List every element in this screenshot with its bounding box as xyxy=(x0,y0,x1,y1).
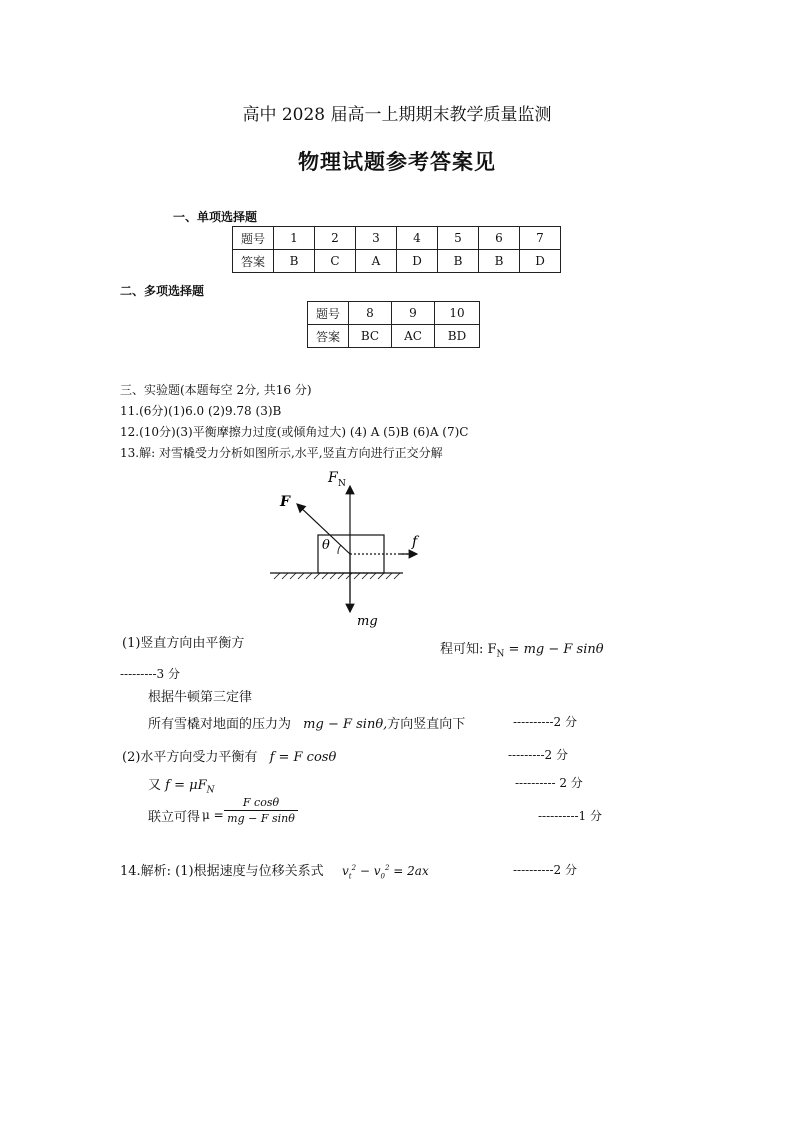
angle-arc xyxy=(338,545,341,554)
table-cell: 10 xyxy=(435,302,480,325)
table-cell: 题号 xyxy=(308,302,349,325)
step5-line xyxy=(148,774,214,796)
table-cell: 9 xyxy=(392,302,435,325)
step6-text: 联立可得 xyxy=(148,810,201,825)
normal-force-label: F xyxy=(328,470,338,486)
step3-tail: 方向竖直向下 xyxy=(387,717,466,732)
table-cell: BD xyxy=(435,325,480,348)
table-cell: 8 xyxy=(349,302,392,325)
table-cell: D xyxy=(397,250,438,273)
step3-score: ----------2 分 xyxy=(513,715,577,729)
q14-minus-v: − v xyxy=(356,864,381,878)
table-cell: D xyxy=(520,250,561,273)
step2-text: 根据牛顿第三定律 xyxy=(148,690,253,705)
step4-formula: f = F cosθ xyxy=(269,750,337,765)
step1-text: (1)竖直方向由平衡方 xyxy=(122,636,245,651)
force-diagram xyxy=(260,462,440,632)
table-cell: 1 xyxy=(274,227,315,250)
table-cell: 3 xyxy=(356,227,397,250)
section3-heading: 三、实验题(本题每空 2分, 共16 分) xyxy=(120,383,312,397)
q11-answer: 11.(6分)(1)6.0 (2)9.78 (3)B xyxy=(120,404,282,418)
exam-title: 高中 2028 届高一上期期末教学质量监测 xyxy=(242,105,552,125)
step5-score: ---------- 2 分 xyxy=(515,776,583,790)
pull-force-label: F xyxy=(280,494,290,510)
table-row xyxy=(308,302,480,325)
table-cell: BC xyxy=(349,325,392,348)
step3-formula: mg − F sinθ, xyxy=(303,717,388,732)
table-cell: B xyxy=(479,250,520,273)
q13-intro: 13.解: 对雪橇受力分析如图所示,水平,竖直方向进行正交分解 xyxy=(120,446,443,460)
step4-line xyxy=(122,746,336,765)
table-cell: B xyxy=(274,250,315,273)
answer-key-title: 物理试题参考答案见 xyxy=(298,149,496,174)
step6-denominator: mg − F sinθ xyxy=(227,812,295,825)
table-row xyxy=(233,250,561,273)
step1-eq-sub: N xyxy=(496,649,505,660)
step1-equation xyxy=(440,638,604,660)
step3-line xyxy=(148,713,465,732)
normal-force-subscript: N xyxy=(338,479,346,489)
angle-label: θ xyxy=(322,538,330,553)
step6-fraction xyxy=(224,796,298,825)
step6-score: ----------1 分 xyxy=(538,809,602,823)
table-row xyxy=(233,227,561,250)
step5-text: 又 xyxy=(148,778,162,793)
step5-formula: f = μF xyxy=(165,778,207,793)
table-cell: B xyxy=(438,250,479,273)
table-cell: 2 xyxy=(315,227,356,250)
multi-choice-table xyxy=(307,301,480,348)
table-cell: 6 xyxy=(479,227,520,250)
q14-rhs: = 2ax xyxy=(389,864,429,878)
step5-sub: N xyxy=(206,785,215,796)
table-cell: 答案 xyxy=(308,325,349,348)
table-cell: C xyxy=(315,250,356,273)
q14-sup1: 2 xyxy=(351,864,357,872)
step6-mu: μ = xyxy=(202,808,224,822)
q14-formula xyxy=(342,864,429,880)
table-cell: 5 xyxy=(438,227,479,250)
step1-eq-tail: = mg − F sinθ xyxy=(504,642,604,657)
step4-text: (2)水平方向受力平衡有 xyxy=(122,750,258,765)
step3-text: 所有雪橇对地面的压力为 xyxy=(148,717,292,732)
q12-answer: 12.(10分)(3)平衡摩擦力过度(或倾角过大) (4) A (5)B (6)A (7)C xyxy=(120,425,469,439)
table-cell: 题号 xyxy=(233,227,274,250)
table-row xyxy=(308,325,480,348)
section2-heading: 二、多项选择题 xyxy=(120,284,205,298)
gravity-label: mg xyxy=(357,614,378,629)
table-cell: 7 xyxy=(520,227,561,250)
q14-sub-0: 0 xyxy=(380,872,386,881)
q14-score: ----------2 分 xyxy=(513,863,577,877)
table-cell: AC xyxy=(392,325,435,348)
step6-numerator: F cosθ xyxy=(224,796,298,811)
q14-v: v xyxy=(342,864,349,878)
step1-eq-part: 程可知: F xyxy=(440,642,497,657)
step1-score: ---------3 分 xyxy=(120,667,180,681)
q14-sup2: 2 xyxy=(385,864,390,872)
q14-sub-t: t xyxy=(348,872,352,881)
table-cell: 4 xyxy=(397,227,438,250)
q14-text: 14.解析: (1)根据速度与位移关系式 xyxy=(120,864,324,879)
step4-score: ---------2 分 xyxy=(508,748,568,762)
single-choice-table xyxy=(232,226,561,273)
table-cell: 答案 xyxy=(233,250,274,273)
friction-label: f xyxy=(412,534,418,550)
section1-heading: 一、单项选择题 xyxy=(173,210,258,224)
table-cell: A xyxy=(356,250,397,273)
ground-hatch xyxy=(274,573,400,579)
